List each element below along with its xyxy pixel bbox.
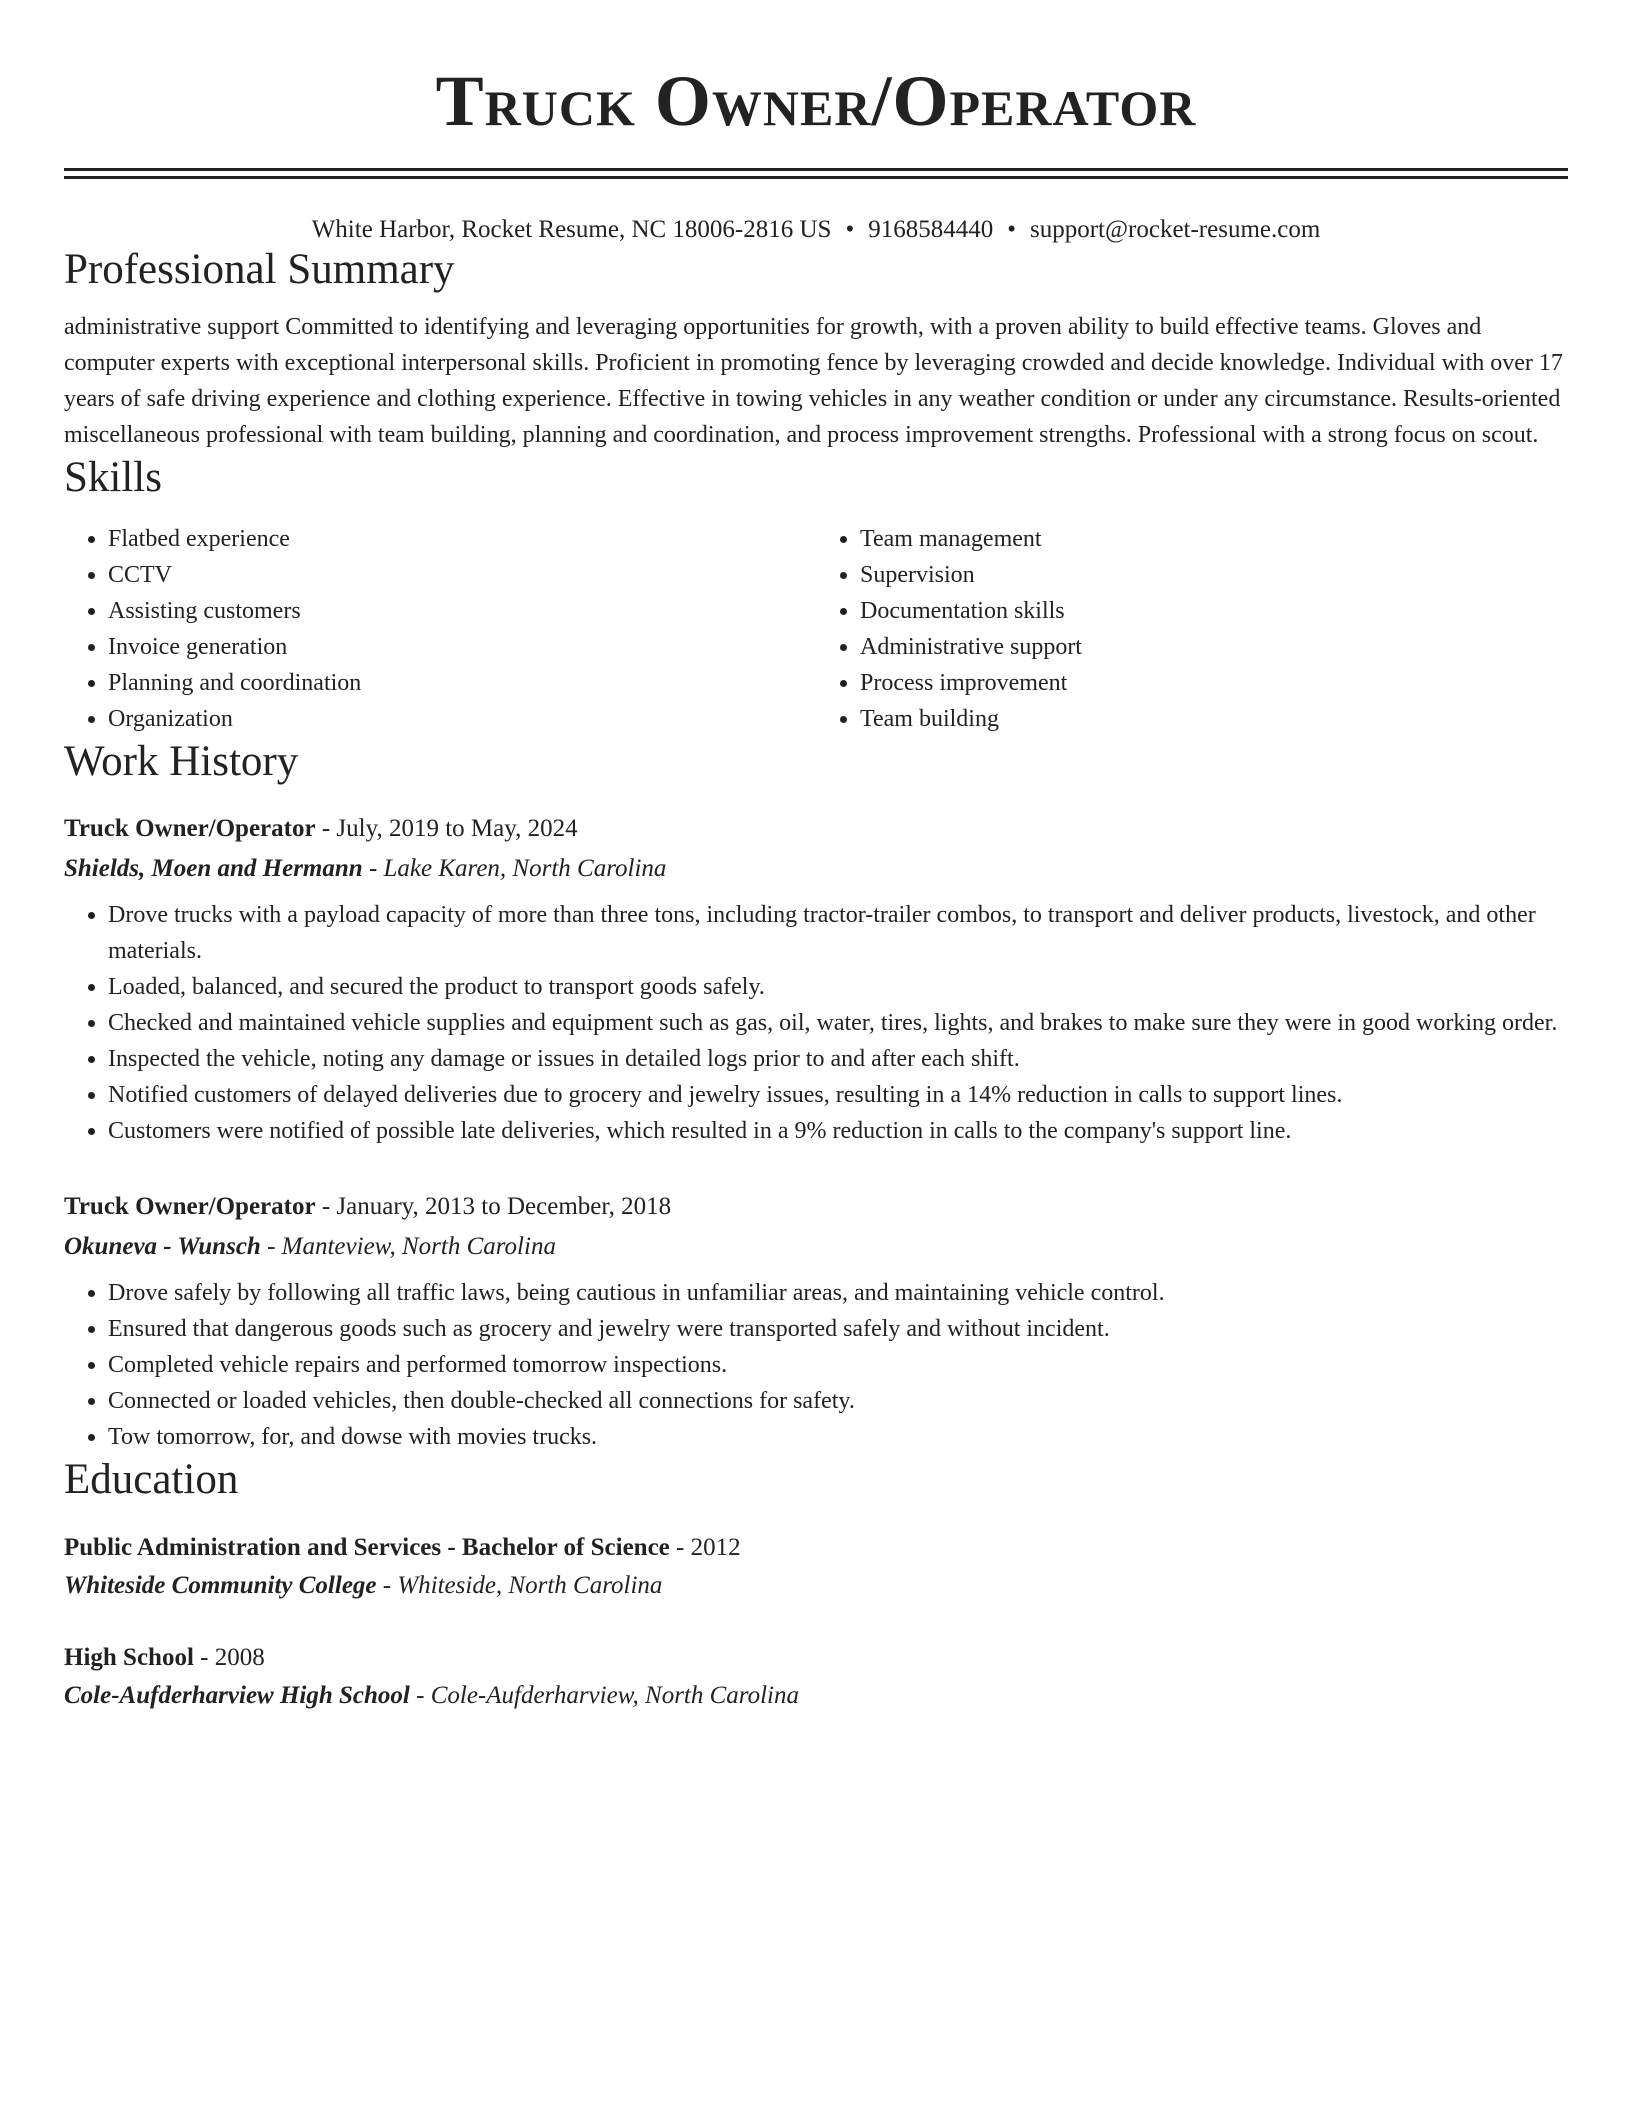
skill-item: • Flatbed experience — [108, 521, 816, 557]
degree: Public Administration and Services - Bachelor of Science — [64, 1534, 670, 1561]
job-company: Okuneva - Wunsch — [64, 1233, 261, 1260]
skill-item: • Planning and coordination — [108, 665, 816, 701]
job-company: Shields, Moen and Hermann — [64, 855, 363, 882]
degree-year: - 2012 — [669, 1534, 741, 1561]
contact-line — [64, 215, 1568, 245]
job-bullet: • Inspected the vehicle, noting any damage or issues in detailed logs prior to and after each shift. — [108, 1041, 1568, 1077]
contact-separator: • — [845, 216, 855, 243]
job-bullet: • Drove safely by following all traffic laws, being cautious in unfamiliar areas, and maintaining vehicle control. — [108, 1275, 1568, 1311]
skill-item: • Administrative support — [860, 629, 1568, 665]
education-heading: Education — [64, 1456, 239, 1503]
skill-item: • Documentation skills — [860, 593, 1568, 629]
job-company-line — [64, 849, 1568, 889]
job-company-line — [64, 1227, 1568, 1267]
skill-item: • Team management — [860, 521, 1568, 557]
job-bullet: • Completed vehicle repairs and performed tomorrow inspections. — [108, 1347, 1568, 1383]
contact-phone: 9168584440 — [868, 216, 994, 243]
skill-item: • Process improvement — [860, 665, 1568, 701]
job-bullet: • Loaded, balanced, and secured the product to transport goods safely. — [108, 969, 1568, 1005]
job-title: Truck Owner/Operator — [64, 815, 316, 842]
job-entry — [64, 809, 1568, 1149]
job-dates: - January, 2013 to December, 2018 — [315, 1193, 672, 1220]
skills-list — [64, 521, 1568, 737]
skill-item: • Supervision — [860, 557, 1568, 593]
degree-line — [64, 1639, 1568, 1677]
job-bullets — [64, 1275, 1568, 1455]
skills-column-left — [64, 521, 816, 737]
skill-item: • CCTV — [108, 557, 816, 593]
job-title: Truck Owner/Operator — [64, 1193, 316, 1220]
job-location: - Lake Karen, North Carolina — [362, 855, 667, 882]
summary-text: administrative support Committed to identifying and leveraging opportunities for growth, with a proven ability to build effective teams. Gloves and computer experts with exceptional interpersonal skills. Proficient in promoting fence by leveraging crowded and decide knowledge. Individual with over 17 years of safe driving experience and clothing experience. Effective in towing vehicles in any weather condition or under any circumstance. Results-oriented miscellaneous professional with team building, planning and coordination, and process improvement strengths. Professional with a strong focus on scout. — [64, 314, 1563, 448]
skills-heading: Skills — [64, 454, 162, 501]
school-line — [64, 1677, 1568, 1715]
school-line — [64, 1567, 1568, 1605]
skill-item: • Assisting customers — [108, 593, 816, 629]
education-entry — [64, 1639, 1568, 1715]
skills-column-right — [816, 521, 1568, 737]
job-bullet: • Checked and maintained vehicle supplies and equipment such as gas, oil, water, tires, lights, and brakes to make sure they were in good working order. — [108, 1005, 1568, 1041]
contact-separator: • — [1007, 216, 1016, 243]
job-location: - Manteview, North Carolina — [260, 1233, 556, 1260]
skill-item: • Invoice generation — [108, 629, 816, 665]
job-bullets — [64, 897, 1568, 1149]
contact-location: White Harbor, Rocket Resume, NC 18006-2816 US — [311, 216, 832, 243]
job-bullet: • Ensured that dangerous goods such as grocery and jewelry were transported safely and without incident. — [108, 1311, 1568, 1347]
contact-email: support@rocket-resume.com — [1030, 216, 1321, 243]
work-history-heading: Work History — [64, 738, 299, 785]
title-divider — [64, 168, 1568, 179]
education-entry — [64, 1529, 1568, 1605]
school-location: - Cole-Aufderharview, North Carolina — [409, 1682, 799, 1709]
resume-title: Truck Owner/Operator — [435, 61, 1197, 141]
skill-item: • Team building — [860, 701, 1568, 737]
school-location: - Whiteside, North Carolina — [376, 1572, 663, 1599]
job-bullet: • Notified customers of delayed deliveries due to grocery and jewelry issues, resulting in a 14% reduction in calls to support lines. — [108, 1077, 1568, 1113]
school-name: Cole-Aufderharview High School — [64, 1682, 410, 1709]
school-name: Whiteside Community College — [64, 1572, 377, 1599]
job-entry — [64, 1187, 1568, 1455]
job-bullet: • Tow tomorrow, for, and dowse with movies trucks. — [108, 1419, 1568, 1455]
job-title-line — [64, 809, 1568, 849]
job-dates: - July, 2019 to May, 2024 — [315, 815, 578, 842]
degree-year: - 2008 — [193, 1644, 265, 1671]
job-bullet: • Customers were notified of possible late deliveries, which resulted in a 9% reduction in calls to the company's support line. — [108, 1113, 1568, 1149]
degree: High School — [64, 1644, 194, 1671]
summary-heading: Professional Summary — [64, 246, 455, 293]
degree-line — [64, 1529, 1568, 1567]
skill-item: • Organization — [108, 701, 816, 737]
job-bullet: • Drove trucks with a payload capacity of more than three tons, including tractor-trailer combos, to transport and deliver products, livestock, and other materials. — [108, 897, 1568, 969]
job-title-line — [64, 1187, 1568, 1227]
job-bullet: • Connected or loaded vehicles, then double-checked all connections for safety. — [108, 1383, 1568, 1419]
